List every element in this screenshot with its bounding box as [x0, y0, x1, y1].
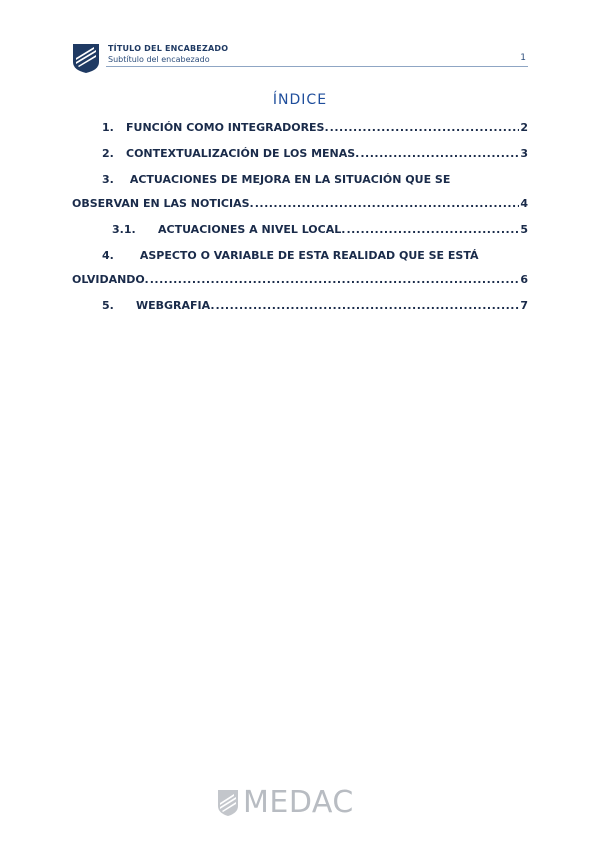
- toc-entry-5[interactable]: [72, 296, 528, 316]
- table-of-contents: [72, 118, 528, 316]
- medac-shield-icon: [72, 42, 100, 74]
- toc-leader-dots: [346, 220, 519, 240]
- header-divider: [106, 66, 528, 67]
- toc-leader-dots: [330, 118, 520, 138]
- toc-leader-dots: [255, 194, 520, 214]
- footer-brand: MEDAC: [243, 785, 354, 820]
- toc-leader-dots: [150, 270, 520, 290]
- toc-entry-text[interactable]: CONTEXTUALIZACIÓN DE LOS MENAS.: [126, 147, 360, 160]
- toc-entry-4[interactable]: [72, 246, 528, 290]
- header-title: TÍTULO DEL ENCABEZADO: [108, 44, 229, 53]
- header-subtitle: Subtítulo del encabezado: [108, 55, 210, 64]
- toc-entry-3[interactable]: [72, 170, 528, 214]
- toc-entry-text-line2[interactable]: OLVIDANDO.: [72, 273, 149, 286]
- toc-entry-text[interactable]: WEBGRAFIA.: [136, 299, 215, 312]
- toc-entry-page: 4: [520, 197, 528, 210]
- toc-entry-page: 6: [520, 273, 528, 286]
- toc-leader-dots: [360, 144, 519, 164]
- toc-entry-number: 2.: [102, 147, 114, 160]
- toc-entry-text-line1[interactable]: ACTUACIONES DE MEJORA EN LA SITUACIÓN QUE SE: [129, 173, 451, 186]
- toc-entry-1[interactable]: [72, 118, 528, 138]
- toc-leader-dots: [216, 296, 520, 316]
- toc-entry-page: 5: [520, 223, 528, 236]
- toc-entry-page: 7: [520, 299, 528, 312]
- toc-entry-number: 1.: [102, 121, 114, 134]
- toc-title: ÍNDICE: [272, 92, 328, 108]
- toc-entry-text[interactable]: FUNCIÓN COMO INTEGRADORES.: [126, 121, 329, 134]
- toc-entry-number: 3.: [102, 173, 114, 186]
- page-number: 1: [520, 53, 526, 63]
- toc-entry-number: 3.1.: [112, 223, 136, 236]
- toc-entry-text-line2[interactable]: OBSERVAN EN LAS NOTICIAS.: [72, 197, 254, 210]
- toc-entry-3-1[interactable]: [72, 220, 528, 240]
- page-footer: [215, 787, 385, 821]
- toc-entry-number: 5.: [102, 299, 114, 312]
- toc-entry-number: 4.: [102, 249, 114, 262]
- page-header: [72, 42, 528, 74]
- toc-entry-text[interactable]: ACTUACIONES A NIVEL LOCAL.: [158, 223, 346, 236]
- toc-entry-page: 3: [520, 147, 528, 160]
- toc-entry-2[interactable]: [72, 144, 528, 164]
- toc-entry-text-line1[interactable]: ASPECTO O VARIABLE DE ESTA REALIDAD QUE SE ESTÁ: [139, 249, 479, 262]
- toc-entry-page: 2: [520, 121, 528, 134]
- medac-footer-logo-icon: [217, 789, 239, 817]
